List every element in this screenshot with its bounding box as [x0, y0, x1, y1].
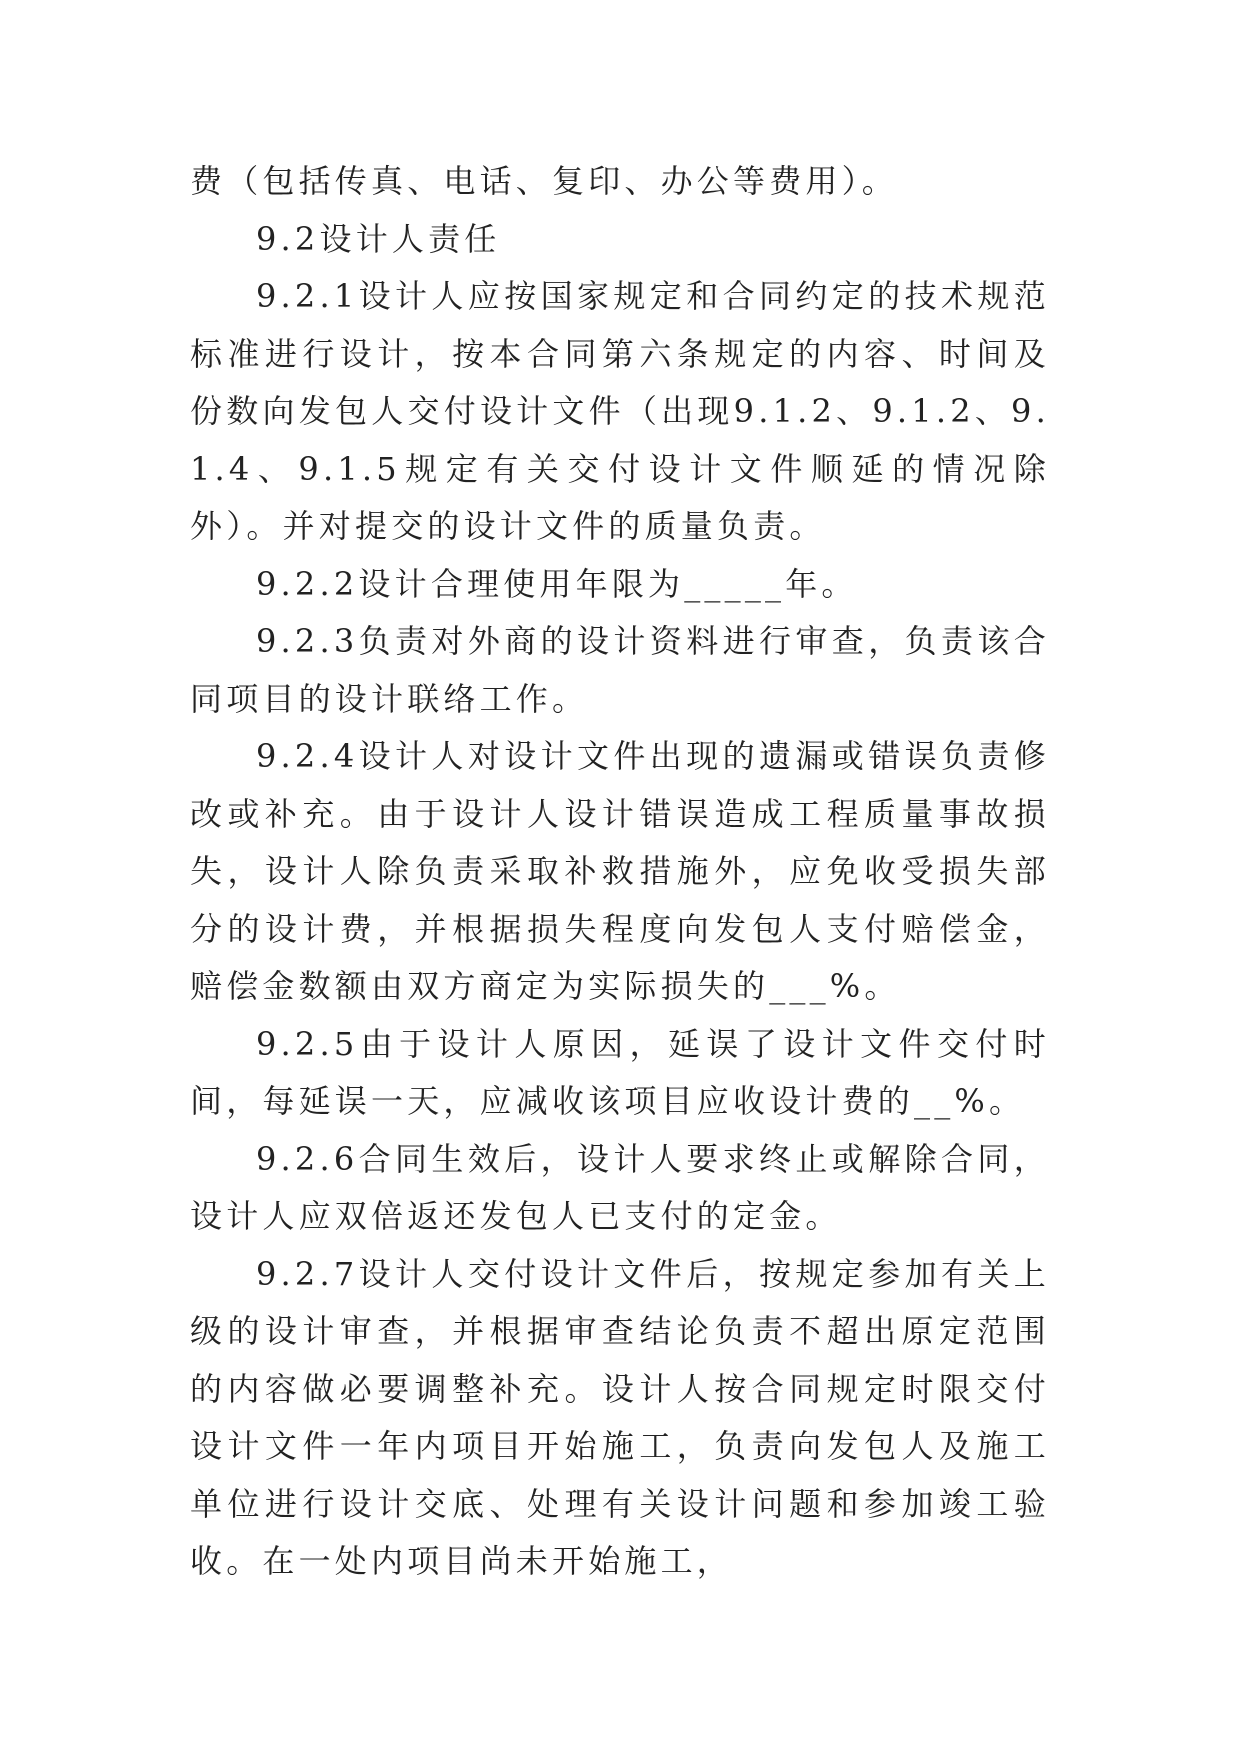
- clause-9-2-2: 9.2.2设计合理使用年限为_____年。: [256, 564, 858, 603]
- clause-9-2-4: 9.2.4设计人对设计文件出现的遗漏或错误负责修改或补充。由于设计人设计错误造成工程质量事故损失，设计人除负责采取补救措施外，应免收受损失部分的设计费，并根据损失程度向发包人支付赔偿金，赔偿金数额由双方商定为实际损失的___%。: [190, 737, 1050, 1005]
- clause-9-2-6: 9.2.6合同生效后，设计人要求终止或解除合同，设计人应双倍返还发包人已支付的定金。: [190, 1139, 1050, 1235]
- clause-9-2-3: 9.2.3负责对外商的设计资料进行审查，负责该合同项目的设计联络工作。: [190, 622, 1050, 718]
- section-heading-9-2: 9.2设计人责任: [256, 219, 501, 258]
- clause-9-2-1: 9.2.1设计人应按国家规定和合同约定的技术规范标准进行设计，按本合同第六条规定的内容、时间及份数向发包人交付设计文件（出现9.1.2、9.1.2、9.1.4、9.1.5规定有关交付设计文件顺延的情况除外）。并对提交的设计文件的质量负责。: [190, 277, 1050, 545]
- clause-9-2-5: 9.2.5由于设计人原因，延误了设计文件交付时间，每延误一天，应减收该项目应收设计费的__%。: [190, 1024, 1050, 1120]
- clause-9-2-7: 9.2.7设计人交付设计文件后，按规定参加有关上级的设计审查，并根据审查结论负责不超出原定范围的内容做必要调整补充。设计人按合同规定时限交付设计文件一年内项目开始施工，负责向发包人及施工单位进行设计交底、处理有关设计问题和参加竣工验收。在一处内项目尚未开始施工，: [190, 1254, 1050, 1580]
- paragraph-continuation: 费（包括传真、电话、复印、办公等费用）。: [190, 162, 899, 200]
- document-page: [190, 153, 1050, 1591]
